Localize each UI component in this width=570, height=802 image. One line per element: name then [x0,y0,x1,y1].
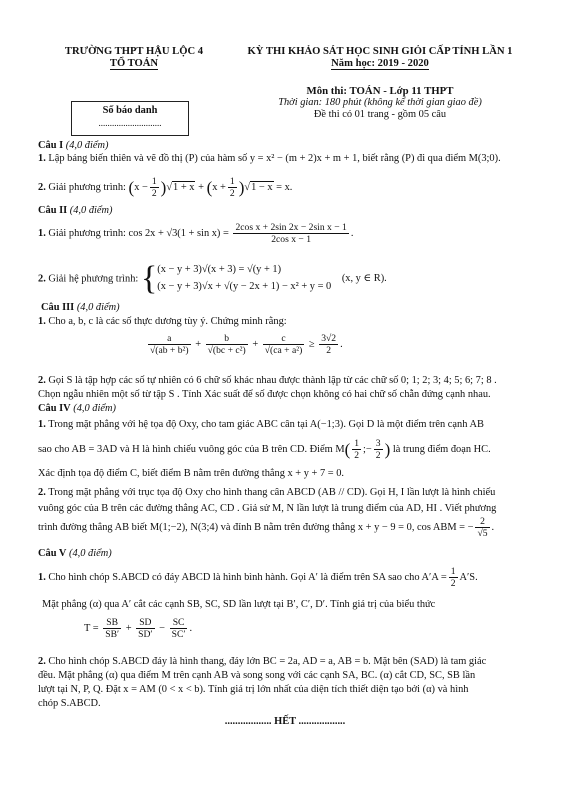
q1-part1-text: Lập bảng biến thiên và vẽ đồ thị (P) của hàm số y = x² − (m + 2)x + m + 1, biết rằng (P) đi qua điểm M(3;0). [48,153,501,164]
q3-part1 [38,316,287,327]
end-marker: .................. HẾT .................. [224,716,346,727]
q4-part1-text-1: Trong mặt phẳng với hệ tọa độ Oxy, cho tam giác ABC cân tại A(−1;3). Gọi D là một điểm trên cạnh AB [48,419,484,430]
q1-part2-end: = x. [276,181,293,193]
fraction-mx [352,438,361,461]
fraction-denominator: √(bc + c²) [207,345,246,357]
plus-sign: + [198,181,204,193]
school-year [215,58,545,69]
q3-points: (4,0 điểm) [76,302,120,313]
q5-expression [84,617,192,640]
fraction-numerator: 2 [475,516,489,528]
q1-term1: x − [134,181,148,193]
q4-points: (4,0 điểm) [73,403,116,414]
pages-line: Đề thi có 01 trang - gồm 05 câu [313,109,447,120]
fraction-numerator: 1 [229,176,235,187]
q5-part2-line1 [38,656,486,667]
school-year-label: Năm học: 2019 - 2020 [331,58,429,69]
fraction-numerator: 2cos x + 2sin 2x − 2sin x − 1 [235,222,347,233]
department-name [58,58,210,69]
q2-part2-text: Giải hệ phương trình: [48,273,139,285]
exam-title: KỲ THI KHẢO SÁT HỌC SINH GIỎI CẤP TỈNH LẦN 1 [247,46,513,57]
open-paren-1: ( [128,178,135,198]
q1-part2: 2. Giải phương trình: (x − $\frac{1}{2}$ )√1 + x + (x + $\frac{1}{2}$ )√1 − x = x. [38,176,293,200]
q1-part1 [38,153,501,164]
q5-part2-text-3: lượt tại N, P, Q. Đặt x = AM (0 < x < b). Tính giá trị lớn nhất của diện tích thiết diện tạo bởi (α) và hình [38,684,469,695]
q4-part1-line2 [38,438,491,461]
q4-title: Câu IV [38,403,71,414]
q2-part1-text: Giải phương trình: cos 2x + √3(1 + sin x) = [48,227,229,239]
fraction-denominator: SC′ [171,629,186,641]
q5-part2-number: 2. [38,656,46,667]
q5-part2-text-1: Cho hình chóp S.ABCD đáy là hình thang, đáy lớn BC = 2a, AD = a, AB = b. Mặt bên (SAD) là tam giác [48,656,487,667]
fraction-numerator: 1 [354,438,360,449]
fraction-denominator: √(ab + b²) [150,345,189,357]
fraction-numerator: 3 [375,438,381,449]
candidate-number-field: ............................ [98,118,162,128]
fraction-denominator: √(ca + a²) [264,345,303,357]
q2-points: (4,0 điểm) [69,205,113,216]
fraction-denominator: 2cos x − 1 [271,234,312,246]
fraction-half [449,566,458,589]
q4-heading [38,403,116,414]
subject-line: Môn thi: TOÁN - Lớp 11 THPT [306,85,454,97]
q5-part1-text-2: Mặt phẳng (α) qua A′ cắt các cạnh SB, SC, SD lần lượt tại B′, C′, D′. Tính giá trị của biểu thức [42,599,436,610]
coord-separator: ;− [363,443,372,455]
expression-end: . [189,622,193,634]
q2-part1: 1. Giải phương trình: cos 2x + √3(1 + sin x) = $\frac{\text{2cos x + 2sin 2x − 2sin x − 1}}{\text{2cos x − 1}}$ . [38,222,354,246]
fraction-numerator: 3√2 [321,333,337,344]
q4-part2-text-3b: . [491,521,495,533]
q4-part1-text-2a: sao cho AB = 3AD và H là hình chiếu vuông góc của B trên CD. Điểm M [38,443,345,455]
fraction-my [374,438,383,461]
system-brace: { [140,260,158,297]
open-paren-2: ( [206,178,213,198]
q2-part2 [38,262,387,296]
fraction-cos [475,516,489,539]
fraction-rhs [319,333,338,356]
fraction-sc [170,617,188,640]
q4-part2-text-1: Trong mặt phẳng với trục tọa độ Oxy cho hình thang cân ABCD (AB // CD). Gọi H, I lần lượt là hình chiếu [48,487,496,498]
fraction-numerator: a [148,333,191,345]
q5-part1-text-1a: Cho hình chóp S.ABCD có đáy ABCD là hình bình hành. Gọi A′ là điểm trên SA sao cho A′A = [48,571,447,583]
fraction-denominator: 2 [354,450,360,462]
equation-system [157,262,331,295]
close-paren: ) [384,440,391,460]
system-eq2: (x − y + 3)√x + √(y − 2x + 1) − x² + y = 0 [157,281,332,292]
q5-part1-line1 [38,566,478,589]
q4-part1-text-3: Xác định tọa độ điểm C, biết điểm B nằm trên đường thẳng x + y + 7 = 0. [38,468,345,479]
q4-part1-line1 [38,419,484,430]
plus-sign: + [125,622,132,634]
inequality-sign: ≥ [308,338,315,350]
fraction-numerator: b [206,333,248,345]
fraction-sd [136,617,154,640]
close-paren-1: ) [160,178,167,198]
q1-title: Câu I [38,140,64,151]
fraction-numerator: SC [170,617,188,629]
q1-part2-number: 2. [38,181,46,193]
close-paren-2: ) [238,178,245,198]
q3-title: Câu III [41,302,75,313]
q3-part1-text: Cho a, b, c là các số thực dương tùy ý. Chứng minh rằng: [48,316,287,327]
q4-part1-text-2b: là trung điểm đoạn HC. [392,443,491,455]
q5-part1-number: 1. [38,571,46,583]
q3-part2-text-2: Chọn ngẫu nhiên một số từ tập S . Tính Xác suất để số được chọn không có hai chữ số chẵn đứng cạnh nhau. [38,389,491,400]
fraction-c [263,333,305,356]
q5-part1-text-1b: A′S. [459,571,478,583]
q5-part2-text-4: chóp S.ABCD. [38,698,101,709]
q4-part2-text-2: vuông góc của B trên các đường thẳng AC, CD . Giả sử M, N lần lượt là trung điểm của AD, HI . Viết phương [38,503,497,514]
fraction-sb [103,617,121,640]
fraction-denominator: 2 [450,578,456,590]
fraction-denominator: SB′ [105,629,120,641]
q2-title: Câu II [38,205,68,216]
fraction-numerator: c [263,333,305,345]
q5-title: Câu V [38,548,67,559]
q1-heading [38,140,108,151]
q1-points: (4,0 điểm) [65,140,109,151]
q1-part1-number: 1. [38,153,46,164]
system-condition: (x, y ∈ R). [341,273,387,285]
candidate-number-label: Số báo danh [102,105,158,116]
school-name: TRƯỜNG THPT HẬU LỘC 4 [64,46,204,57]
fraction-b [206,333,248,356]
q5-part2-text-2: đều. Mặt phẳng (α) qua điểm M trên cạnh AB và song song với các cạnh SA, BC. (α) cắt CD, SC, SB lần [38,670,476,681]
q3-part1-number: 1. [38,316,46,327]
q2-heading [38,205,113,216]
fraction-denominator: SD′ [138,629,153,641]
fraction-numerator: 1 [450,566,456,577]
q3-part2-text-1: Gọi S là tập hợp các số tự nhiên có 6 chữ số khác nhau được thành lập từ các chữ số 0; 1; 2; 3; 4; 5; 6; 7; 8 . [48,375,497,386]
minus-sign: − [159,622,166,634]
q3-part2-line1 [38,375,497,386]
radical-1: 1 + x [173,181,195,193]
q4-part2-line3 [38,516,494,539]
fraction-denominator: √5 [477,528,488,540]
q4-part2-line1 [38,487,495,498]
q2-fraction [233,222,348,245]
fraction-a [148,333,191,356]
q1-part2-text: Giải phương trình: [48,181,126,193]
q2-part1-number: 1. [38,227,46,239]
fraction-numerator: 1 [151,176,157,187]
q2-part2-number: 2. [38,273,46,285]
department-label: TỔ TOÁN [109,58,159,69]
q1-term2: x + [212,181,226,193]
time-line: Thời gian: 180 phút (không kể thời gian giao đề) [278,97,482,108]
fraction-numerator: SB [103,617,121,629]
q5-points: (4,0 điểm) [69,548,112,559]
open-paren: ( [344,440,351,460]
q4-part2-number: 2. [38,487,46,498]
q3-part2-number: 2. [38,375,46,386]
system-eq1: (x − y + 3)√(x + 3) = √(y + 1) [157,264,282,276]
q4-part2-text-3a: trình đường thẳng AB biết M(1;−2), N(3;4) và đỉnh B nằm trên đường thẳng x + y − 9 = 0, cos ABM = − [38,521,474,533]
fraction-half-2 [228,176,237,199]
radical-2: 1 − x [251,181,273,193]
q3-inequality: $\frac{a}{\text{√(ab + b²)}}$ + $\frac{b}{\text{√(bc + c²)}}$ + $\frac{c}{\text{√(ca + a²)}}$ ≥ $\frac{3√2}{2}$ . [150,333,343,357]
fraction-denominator: 2 [375,450,381,462]
fraction-numerator: SD [136,617,154,629]
q5-heading [38,548,112,559]
fraction-denominator: 2 [326,345,332,357]
expression-lhs: T = [84,622,99,634]
candidate-number-box [71,101,189,136]
q4-part1-number: 1. [38,419,46,430]
fraction-half-1 [150,176,159,199]
fraction-denominator: 2 [151,188,157,200]
q3-heading [41,302,120,313]
fraction-denominator: 2 [229,188,235,200]
